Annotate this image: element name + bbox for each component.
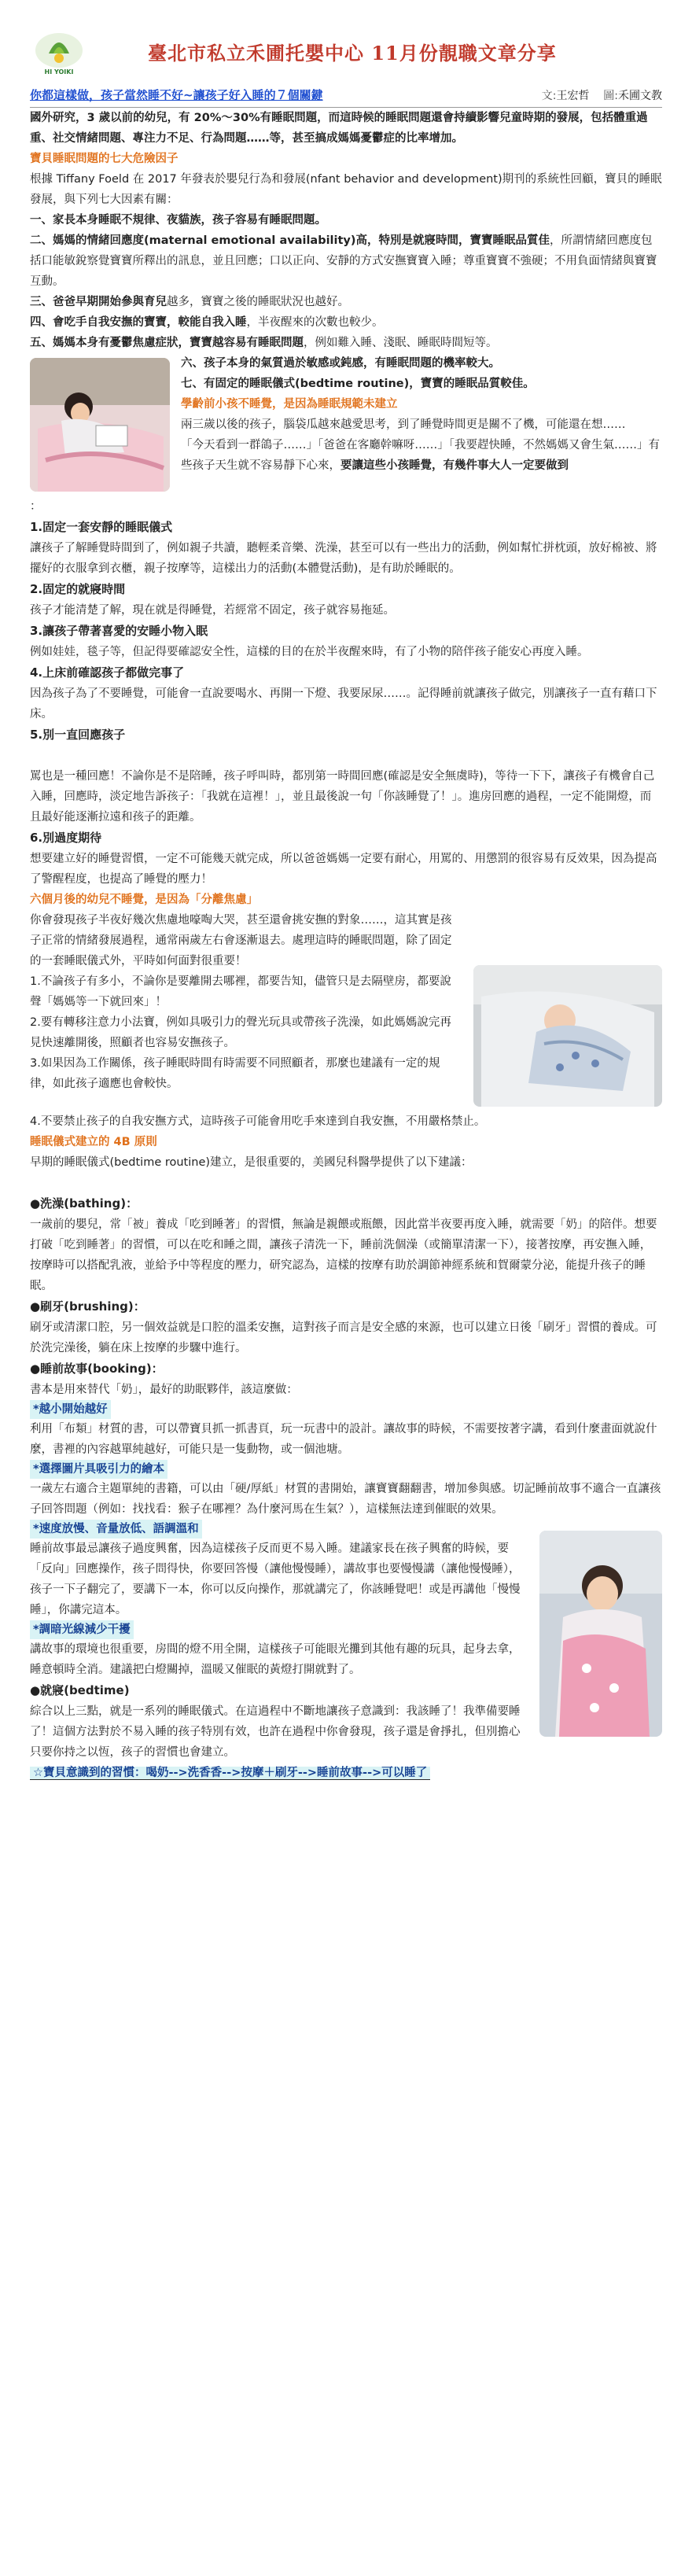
key-3-text: 例如娃娃，毯子等，但記得要確認安全性，這樣的目的在於半夜醒來時，有了小物的陪伴孩子能安心再度入睡。 xyxy=(30,646,589,658)
factor-2: 二、媽媽的情緒回應度(maternal emotional availability)高，特別是就寢時間，寶寶睡眠品質佳，所謂情緒回應度包括口能敏銳察覺寶寶所釋出的訊息，並且回應；口以正向、安靜的方式安撫寶寶入睡；尊重寶寶不強硬；不用負面情緒與寶寶互動。 xyxy=(30,234,657,288)
tip-1-label: *越小開始越好 xyxy=(30,1400,662,1419)
image-source: 禾圃文教 xyxy=(618,89,662,102)
factor-6: 六、孩子本身的氣質過於敏感或鈍感，有睡眠問題的機率較大。 xyxy=(181,357,500,370)
photo-child-reading xyxy=(30,358,170,492)
key-6-title: 6.別過度期待 xyxy=(30,831,102,845)
preschool-paragraph-2: 「今天看到一群鴿子……」「爸爸在客廳幹嘛呀……」「我要趕快睡，不然媽媽又會生氣……」有些孩子天生就不容易靜下心來，要讓這些小孩睡覺，有幾件事大人一定要做到 xyxy=(181,439,660,472)
bedtime-text: 綜合以上三點，就是一系列的睡眠儀式。在這過程中不斷地讓孩子意識到：我該睡了！我準備要睡了！這個方法對於不易入睡的孩子特別有效，也許在過程中你會發現，孩子還是會掙扎，但別擔心只要你持之以恆，孩子的習慣也會建立。 xyxy=(30,1705,521,1759)
separation-paragraph: 你會發現孩子半夜好幾次焦慮地嚎啕大哭，甚至還會挑安撫的對象……，這其實是孩子正常的情緒發展過程，通常兩歲左右會逐漸退去。處理這時的睡眠問題，除了固定的一套睡眠儀式外，平時如何面對很重要！ xyxy=(30,914,452,967)
booking-text: 書本是用來替代「奶」，最好的助眠夥伴，該這麼做： xyxy=(30,1384,298,1396)
svg-text:HI YOIKI: HI YOIKI xyxy=(44,68,74,76)
tip-3-text: 睡前故事最忌讓孩子過度興奮，因為這樣孩子反而更不易入睡。建議家長在孩子興奮的時候，要「反向」回應操作，孩子問得快，你要回答慢（讓他慢慢睡），講故事也要慢慢講（讓他慢慢睡），孩子一下子翻完了，要講下一本，你可以反向操作，那就講完了，你該睡覺吧！或是再講他「慢慢睡」，你講完這本。 xyxy=(30,1542,521,1616)
preschool-heading: 學齡前小孩不睡覺，是因為睡眠規範未建立 xyxy=(181,398,398,411)
key-4-title: 4.上床前確認孩子都做完事了 xyxy=(30,665,185,680)
tip-4-label: *調暗光線減少干擾 xyxy=(30,1620,662,1639)
tip-2-text: 一歲左右適合主題單純的書籍，可以由「硬/厚紙」材質的書開始，讓寶寶翻翻書，增加參與感。切記睡前故事不適合一直讓孩子回答問題（例如：找找看：猴子在哪裡？為什麼河馬在生氣？），這樣無法達到催眠的效果。 xyxy=(30,1483,661,1516)
separation-heading: 六個月後的幼兒不睡覺，是因為「分離焦慮」 xyxy=(30,894,258,906)
brushing-title: ●刷牙(brushing)： xyxy=(30,1299,145,1314)
photo-sleeping-baby xyxy=(473,965,662,1107)
byline: 文:王宏哲 圖:禾圃文教 xyxy=(541,89,662,102)
brushing-text: 刷牙或清潔口腔，另一個效益就是口腔的溫柔安撫，這對孩子而言是安全感的來源，也可以建立日後「刷牙」習慣的養成。可於洗完澡後，躺在床上按摩的步驟中進行。 xyxy=(30,1321,657,1354)
page-title: 臺北市私立禾圃托嬰中心 11月份靚職文章分享 xyxy=(148,42,557,64)
factor-4: 四、會吃手自我安撫的寶寶，較能自我入睡，半夜醒來的次數也較少。 xyxy=(30,316,384,329)
key-6-text: 想要建立好的睡覺習慣，一定不可能幾天就完成，所以爸爸媽媽一定要有耐心，用罵的、用懲罰的很容易有反效果，因為提高了警醒程度，也提高了睡覺的壓力！ xyxy=(30,853,657,886)
key-2-title: 2.固定的就寢時間 xyxy=(30,582,126,596)
colon-line: ： xyxy=(30,500,42,513)
tip-1-text: 利用「布類」材質的書，可以帶寶貝抓一抓書頁，玩一玩書中的設計。讓故事的時候，不需要按著字講，看到什麼畫面就說什麼，書裡的內容越單純越好，可能只是一隻動物，或一個池塘。 xyxy=(30,1423,657,1456)
factor-7: 七、有固定的睡眠儀式(bedtime routine)，寶寶的睡眠品質較佳。 xyxy=(181,378,535,390)
photo-toddler-blanket xyxy=(539,1531,662,1737)
factor-5: 五、媽媽本身有憂鬱焦慮症狀，寶寶越容易有睡眠問題，例如難入睡、淺眠、睡眠時間短等。 xyxy=(30,337,498,349)
four-b-heading: 睡眠儀式建立的 4B 原則 xyxy=(30,1136,157,1148)
intro-paragraph: 國外研究，3 歲以前的幼兒，有 20%～30%有睡眠問題，而這時候的睡眠問題還會持續影響兒童時期的發展，包括體重過重、社交情緒問題、專注力不足、行為問題……等，甚至搞成媽媽憂鬱症的比率增加。 xyxy=(30,112,648,145)
seven-factors-heading: 寶貝睡眠問題的七大危險因子 xyxy=(30,153,179,165)
key-3-title: 3.讓孩子帶著喜愛的安睡小物入眠 xyxy=(30,624,208,638)
bathing-text: 一歲前的嬰兒，常「被」養成「吃到睡著」的習慣，無論是親餵或瓶餵，因此當半夜要再度入睡，就需要「奶」的陪伴。想要打破「吃到睡著」的習慣，可以在吃和睡之間，讓孩子清洗一下，睡前洗個澡（或簡單清潔一下），接著按摩，再安撫入睡，按摩時可以搭配乳液，並給予中等程度的壓力，研究認為，這樣的按摩有助於調節神經系統和賀爾蒙分泌，能提升孩子的睡眠。 xyxy=(30,1218,657,1292)
booking-title: ●睡前故事(booking)： xyxy=(30,1362,164,1376)
separation-tip-2: 2.要有轉移注意力小法寶，例如具吸引力的聲光玩具或帶孩子洗澡，如此媽媽說完再見快速離開後，照顧者也容易安撫孩子。 xyxy=(30,1016,451,1049)
key-5-title: 5.別一直回應孩子 xyxy=(30,728,126,742)
key-2-text: 孩子才能清楚了解，現在就是得睡覺，若經常不固定，孩子就容易拖延。 xyxy=(30,604,395,617)
separation-tip-3: 3.如果因為工作關係，孩子睡眠時間有時需要不同照顧者，那麼也建議有一定的規律，如此孩子適應也會較快。 xyxy=(30,1057,440,1090)
tip-2-label: *選擇圖片具吸引力的繪本 xyxy=(30,1460,662,1479)
article-subheader xyxy=(30,83,662,108)
preschool-paragraph-1: 兩三歲以後的孩子，腦袋瓜越來越愛思考，到了睡覺時間更是關不了機，可能還在想…… xyxy=(181,418,626,431)
respond-paragraph: 罵也是一種回應！不論你是不是陪睡，孩子呼叫時，都別第一時間回應(確認是安全無虞時)，等待一下下，讓孩子有機會自己入睡，回應時，淡定地告訴孩子：「我就在這裡！」，並且最後說一句「你該睡覺了！」。進房回應的過程，一定不能開燈，而且最好能逐漸拉遠和孩子的距離。 xyxy=(30,770,655,824)
bedtime-title: ●就寢(bedtime) xyxy=(30,1683,130,1697)
key-1-text: 讓孩子了解睡覺時間到了，例如親子共讀，聽輕柔音樂、洗澡，甚至可以有一些出力的活動，例如幫忙拼枕頭，放好棉被、將擺好的衣服拿到衣櫃，親子按摩等，這樣出力的活動(本體覺活動)，是有助於睡眠的。 xyxy=(30,542,657,575)
four-b-intro: 早期的睡眠儀式(bedtime routine)建立，是很重要的，美國兒科醫學提供了以下建議： xyxy=(30,1156,473,1169)
tip-4-text: 講故事的環境也很重要，房間的燈不用全開，這樣孩子可能眼光攤到其他有趣的玩具，起身去拿，睡意頓時全消。建議把白燈關掉，溫暖又催眠的黃燈打開就對了。 xyxy=(30,1643,521,1676)
key-4-text: 因為孩子為了不要睡覺，可能會一直說要喝水、再開一下燈、我要尿尿……。記得睡前就讓孩子做完，別讓孩子一直有藉口下床。 xyxy=(30,687,657,720)
header xyxy=(30,27,662,82)
article-title-link[interactable]: 你都這樣做，孩子當然睡不好~讓孩子好入睡的７個關鍵 xyxy=(30,88,323,102)
separation-tip-1: 1.不論孩子有多小，不論你是要離開去哪裡，都要告知，儘管只是去隔壁房，都要說聲「媽媽等一下就回來」！ xyxy=(30,975,451,1008)
factor-1: 一、家長本身睡眠不規律、夜貓族，孩子容易有睡眠問題。 xyxy=(30,214,326,227)
author: 王宏哲 xyxy=(556,89,590,102)
bathing-title: ●洗澡(bathing)： xyxy=(30,1196,138,1211)
factor-3: 三、爸爸早期開始參與育兒越多，寶寶之後的睡眠狀況也越好。 xyxy=(30,296,349,308)
article xyxy=(30,27,662,1783)
key-1-title: 1.固定一套安靜的睡眠儀式 xyxy=(30,520,173,534)
center-logo xyxy=(31,27,86,79)
habit-summary-line: ☆寶貝意識到的習慣：喝奶-->洗香香-->按摩＋刷牙-->睡前故事-->可以睡了 xyxy=(30,1763,662,1783)
tip-3-label: *速度放慢、音量放低、語調溫和 xyxy=(30,1520,662,1539)
seven-factors-intro: 根據 Tiffany Foeld 在 2017 年發表於嬰兒行為和發展(nfant behavior and development)期刊的系統性回顧，寶貝的睡眠發展，與下列七大因素有關： xyxy=(30,173,662,206)
separation-tip-4: 4.不要禁止孩子的自我安撫方式，這時孩子可能會用吃手來達到自我安撫，不用嚴格禁止。 xyxy=(30,1115,486,1128)
